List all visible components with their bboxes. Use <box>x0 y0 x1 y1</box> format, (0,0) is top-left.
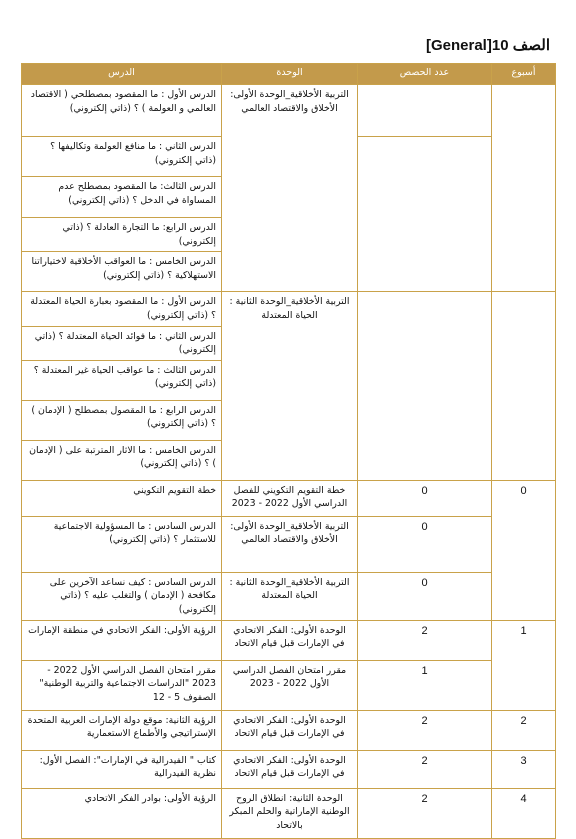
unit-cell: الوحدة الأولى: الفكر الاتحادي في الإمارات قبل قيام الاتحاد <box>222 620 358 660</box>
unit-cell: الوحدة الثانية: انطلاق الروح الوطنية الإماراتية والحلم المبكر بالاتحاد <box>222 788 358 838</box>
lesson-cell: الدرس الرابع: ما التجارة العادلة ؟ (ذاتي إلكتروني) <box>22 218 222 252</box>
table-row <box>22 788 556 838</box>
unit-cell: التربية الأخلاقية_الوحدة الثانية : الحياة المعتدلة <box>222 292 358 481</box>
week-cell <box>492 85 556 292</box>
lesson-cell: الرؤية الثانية: موقع دولة الإمارات العربية المتحدة الإستراتيجي والأطماع الاستعمارية <box>22 710 222 750</box>
periods-cell <box>358 85 492 137</box>
periods-cell: 2 <box>358 788 492 838</box>
lesson-cell: الدرس الأول : ما المقصود بمصطلحي ( الاقتصاد العالمي و العولمة ) ؟ (ذاتي إلكتروني) <box>22 85 222 137</box>
table-row <box>22 292 556 326</box>
week-cell: 2 <box>492 710 556 750</box>
lesson-cell: الدرس الثالث: ما المقصود بمصطلح عدم المساواة في الدخل ؟ (ذاتي إلكتروني) <box>22 177 222 218</box>
periods-cell <box>358 292 492 481</box>
week-cell: 0 <box>492 480 556 620</box>
periods-cell <box>358 137 492 292</box>
page-title: الصف 10[General] <box>425 37 550 54</box>
header-periods: عدد الحصص <box>358 64 492 85</box>
lesson-cell: كتاب " الفيدرالية في الإمارات": الفصل الأول: نظرية الفيدرالية <box>22 750 222 788</box>
table-row <box>22 750 556 788</box>
lesson-cell: الدرس الثاني : ما فوائد الحياة المعتدلة ؟ (ذاتي إلكتروني) <box>22 326 222 360</box>
periods-cell: 1 <box>358 660 492 710</box>
table-row <box>22 620 556 660</box>
periods-cell: 2 <box>358 750 492 788</box>
table-row <box>22 516 556 572</box>
week-cell: 1 <box>492 620 556 710</box>
lesson-cell: الدرس الثالث : ما عواقب الحياة غير المعتدلة ؟ (ذاتي إلكتروني) <box>22 360 222 400</box>
lesson-cell: الدرس الخامس : ما الاثار المترتبة على ( الإدمان ) ؟ (ذاتي إلكتروني) <box>22 440 222 480</box>
lesson-cell: الدرس الرابع : ما المقصول بمصطلح ( الإدمان ) ؟ (ذاتي إلكتروني) <box>22 400 222 440</box>
week-cell: 4 <box>492 788 556 838</box>
unit-cell: الوحدة الأولى: الفكر الاتحادي في الإمارات قبل قيام الاتحاد <box>222 710 358 750</box>
lesson-cell: الرؤية الأولى: الفكر الاتحادي في منطقة الإمارات <box>22 620 222 660</box>
table-header-row <box>22 64 556 85</box>
lesson-cell: الدرس السادس : ما المسؤولية الاجتماعية للاستثمار ؟ (ذاتي إلكتروني) <box>22 516 222 572</box>
curriculum-table <box>21 63 556 839</box>
week-cell: 3 <box>492 750 556 788</box>
unit-cell: التربية الأخلاقية_الوحدة الأولى: الأخلاق والاقتصاد العالمي <box>222 85 358 292</box>
header-week: أسبوع <box>492 64 556 85</box>
table-row <box>22 572 556 620</box>
periods-cell: 0 <box>358 480 492 516</box>
periods-cell: 2 <box>358 710 492 750</box>
lesson-cell: الدرس الخامس : ما العواقب الأخلاقية لاختياراتنا الاستهلاكية ؟ (ذاتي إلكتروني) <box>22 252 222 292</box>
unit-cell: مقرر امتحان الفصل الدراسي الأول 2022 - 2023 <box>222 660 358 710</box>
periods-cell: 0 <box>358 572 492 620</box>
periods-cell: 2 <box>358 620 492 660</box>
table-row <box>22 85 556 137</box>
lesson-cell: مقرر امتحان الفصل الدراسي الأول 2022 - 2023 "الدراسات الاجتماعية والتربية الوطنية" الصفوف 5 - 12 <box>22 660 222 710</box>
lesson-cell: الدرس الأول : ما المقصود بعبارة الحياة المعتدلة ؟ (ذاتي إلكتروني) <box>22 292 222 326</box>
table-row <box>22 660 556 710</box>
unit-cell: التربية الأخلاقية_الوحدة الثانية : الحياة المعتدلة <box>222 572 358 620</box>
periods-cell: 0 <box>358 516 492 572</box>
table-row <box>22 480 556 516</box>
unit-cell: خطة التقويم التكويني للفصل الدراسي الأول 2022 - 2023 <box>222 480 358 516</box>
lesson-cell: الدرس الثاني : ما منافع العولمة وتكاليفها ؟ (ذاتي إلكتروني) <box>22 137 222 177</box>
unit-cell: التربية الأخلاقية_الوحدة الأولى: الأخلاق والاقتصاد العالمي <box>222 516 358 572</box>
lesson-cell: خطة التقويم التكويني <box>22 480 222 516</box>
week-cell <box>492 292 556 481</box>
unit-cell: الوحدة الأولى: الفكر الاتحادي في الإمارات قبل قيام الاتحاد <box>222 750 358 788</box>
header-lesson: الدرس <box>22 64 222 85</box>
header-unit: الوحدة <box>222 64 358 85</box>
lesson-cell: الدرس السادس : كيف نساعد الآخرين على مكافحة ( الإدمان ) والتغلب عليه ؟ (ذاتي إلكتروني) <box>22 572 222 620</box>
lesson-cell: الرؤية الأولى: بوادر الفكر الاتحادي <box>22 788 222 838</box>
table-row <box>22 710 556 750</box>
